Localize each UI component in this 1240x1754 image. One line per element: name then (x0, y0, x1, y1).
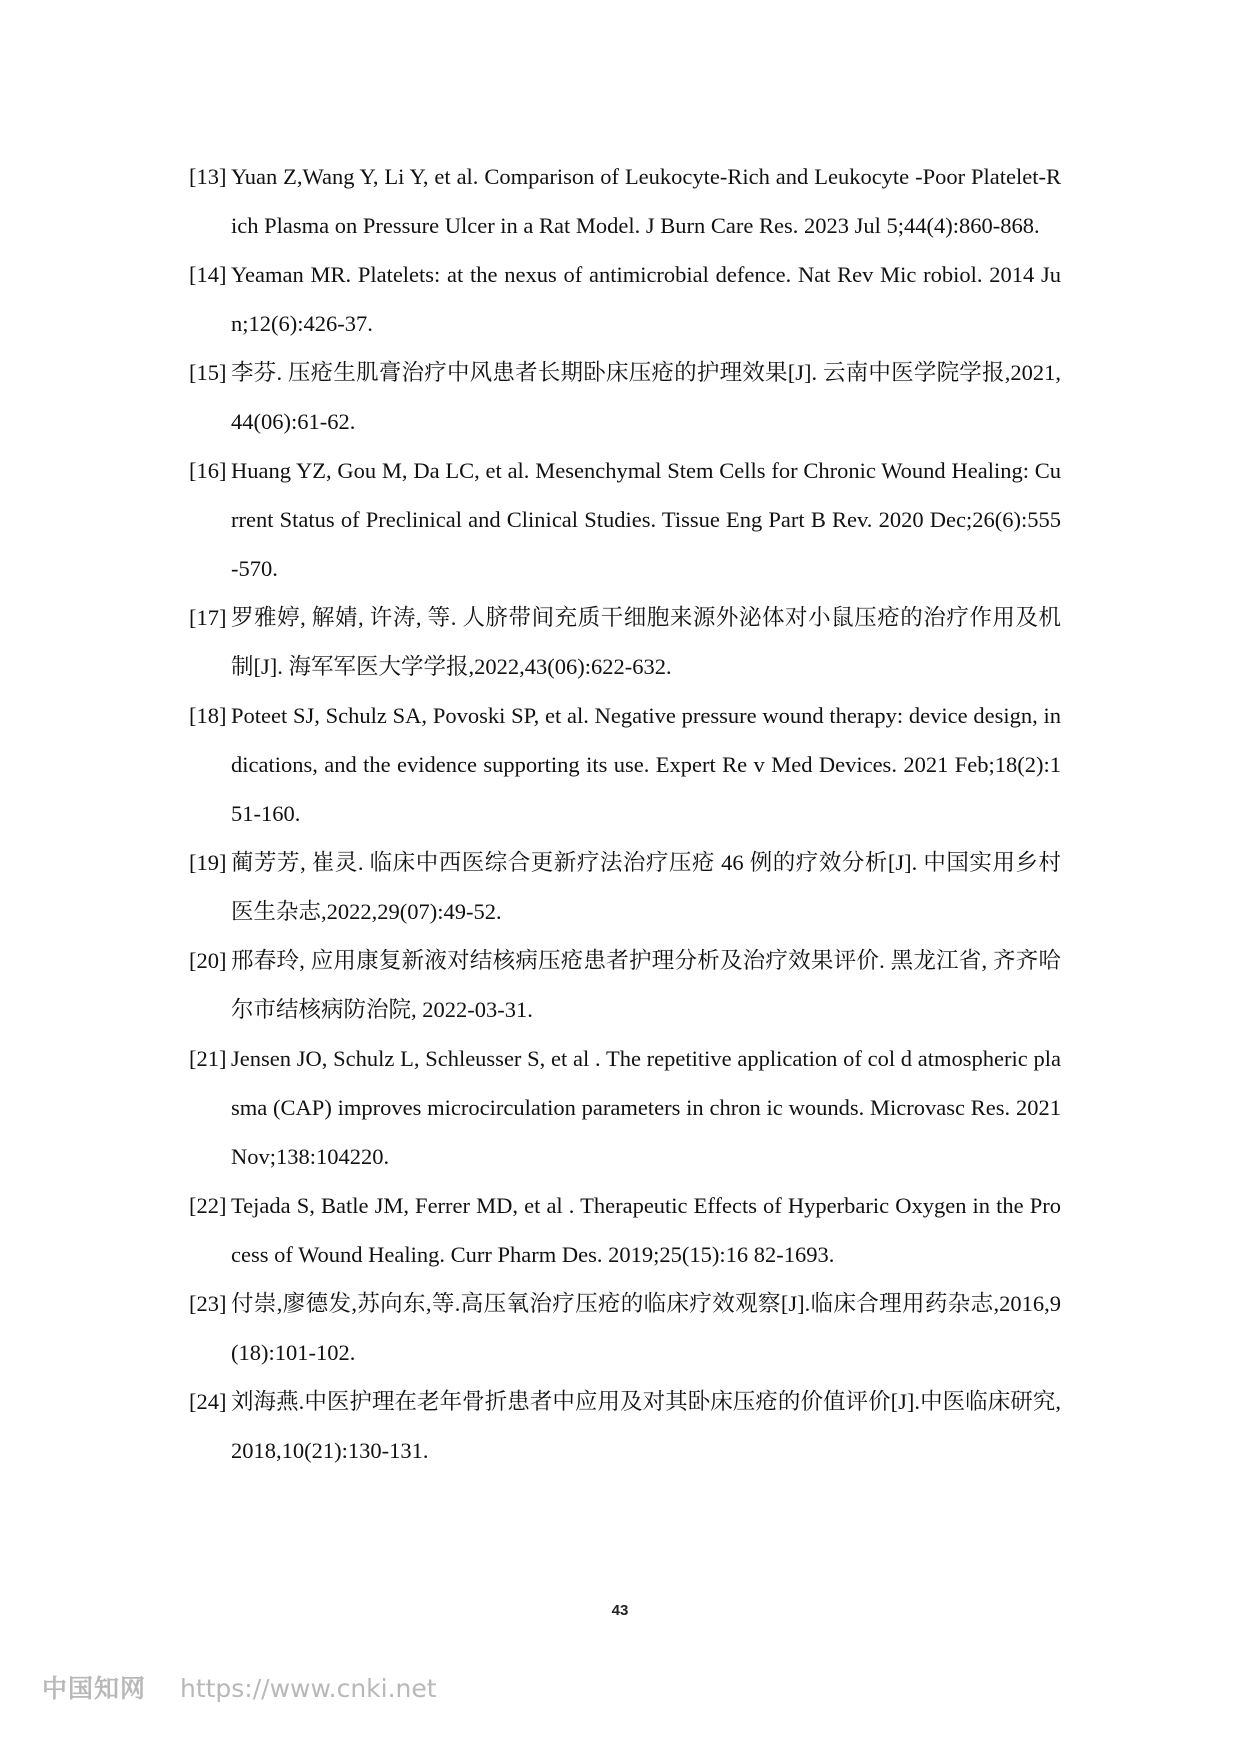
reference-text: Tejada S, Batle JM, Ferrer MD, et al . Therapeutic Effects of Hyperbaric Oxygen in the Process of Wound Healing. Curr Pharm Des. 2019;25(15):16 82-1693. (231, 1193, 1061, 1267)
reference-number: [13] (189, 164, 227, 189)
reference-number: [18] (189, 703, 227, 728)
reference-item (189, 838, 1061, 936)
reference-number: [24] (189, 1389, 227, 1414)
reference-item (189, 1034, 1061, 1181)
reference-text: 蔺芳芳, 崔灵. 临床中西医综合更新疗法治疗压疮 46 例的疗效分析[J]. 中国实用乡村医生杂志,2022,29(07):49-52. (231, 850, 1061, 924)
reference-item (189, 250, 1061, 348)
reference-text: 付崇,廖德发,苏向东,等.高压氧治疗压疮的临床疗效观察[J].临床合理用药杂志,2016,9(18):101-102. (231, 1291, 1061, 1365)
reference-text: 刘海燕.中医护理在老年骨折患者中应用及对其卧床压疮的价值评价[J].中医临床研究,2018,10(21):130-131. (231, 1389, 1061, 1463)
reference-text: Huang YZ, Gou M, Da LC, et al. Mesenchymal Stem Cells for Chronic Wound Healing: Current Status of Preclinical and Clinical Studies. Tissue Eng Part B Rev. 2020 Dec;26(6):555-570. (231, 458, 1061, 581)
reference-number: [20] (189, 948, 227, 973)
reference-number: [15] (189, 360, 227, 385)
cnki-watermark (42, 1669, 437, 1705)
reference-item (189, 1377, 1061, 1475)
reference-list (189, 152, 1061, 1475)
reference-number: [21] (189, 1046, 227, 1071)
reference-text: 邢春玲, 应用康复新液对结核病压疮患者护理分析及治疗效果评价. 黑龙江省, 齐齐哈尔市结核病防治院, 2022-03-31. (231, 948, 1061, 1022)
reference-text: Poteet SJ, Schulz SA, Povoski SP, et al. Negative pressure wound therapy: device design, indications, and the evidence supporting its use. Expert Re v Med Devices. 2021 Feb;18(2):151-160. (231, 703, 1061, 826)
reference-text: Jensen JO, Schulz L, Schleusser S, et al . The repetitive application of col d atmospheric plasma (CAP) improves microcirculation parameters in chron ic wounds. Microvasc Res. 2021 Nov;138:104220. (231, 1046, 1061, 1169)
reference-number: [17] (189, 605, 227, 630)
reference-number: [23] (189, 1291, 227, 1316)
reference-item (189, 152, 1061, 250)
reference-text: Yeaman MR. Platelets: at the nexus of antimicrobial defence. Nat Rev Mic robiol. 2014 Jun;12(6):426-37. (231, 262, 1061, 336)
reference-text: 李芬. 压疮生肌膏治疗中风患者长期卧床压疮的护理效果[J]. 云南中医学院学报,2021,44(06):61-62. (231, 360, 1061, 434)
reference-text: 罗雅婷, 解婧, 许涛, 等. 人脐带间充质干细胞来源外泌体对小鼠压疮的治疗作用及机制[J]. 海军军医大学学报,2022,43(06):622-632. (231, 605, 1061, 679)
reference-item (189, 936, 1061, 1034)
reference-item (189, 1181, 1061, 1279)
reference-item (189, 348, 1061, 446)
reference-item (189, 691, 1061, 838)
reference-number: [16] (189, 458, 227, 483)
reference-number: [14] (189, 262, 227, 287)
watermark-url: https://www.cnki.net (179, 1674, 437, 1703)
watermark-logo: 中国知网 (42, 1674, 147, 1703)
page-number: 43 (611, 1602, 629, 1619)
reference-number: [22] (189, 1193, 227, 1218)
reference-number: [19] (189, 850, 227, 875)
reference-item (189, 446, 1061, 593)
reference-item (189, 1279, 1061, 1377)
reference-text: Yuan Z,Wang Y, Li Y, et al. Comparison of Leukocyte-Rich and Leukocyte -Poor Platelet-Rich Plasma on Pressure Ulcer in a Rat Model. J Burn Care Res. 2023 Jul 5;44(4):860-868. (231, 164, 1061, 238)
reference-item (189, 593, 1061, 691)
